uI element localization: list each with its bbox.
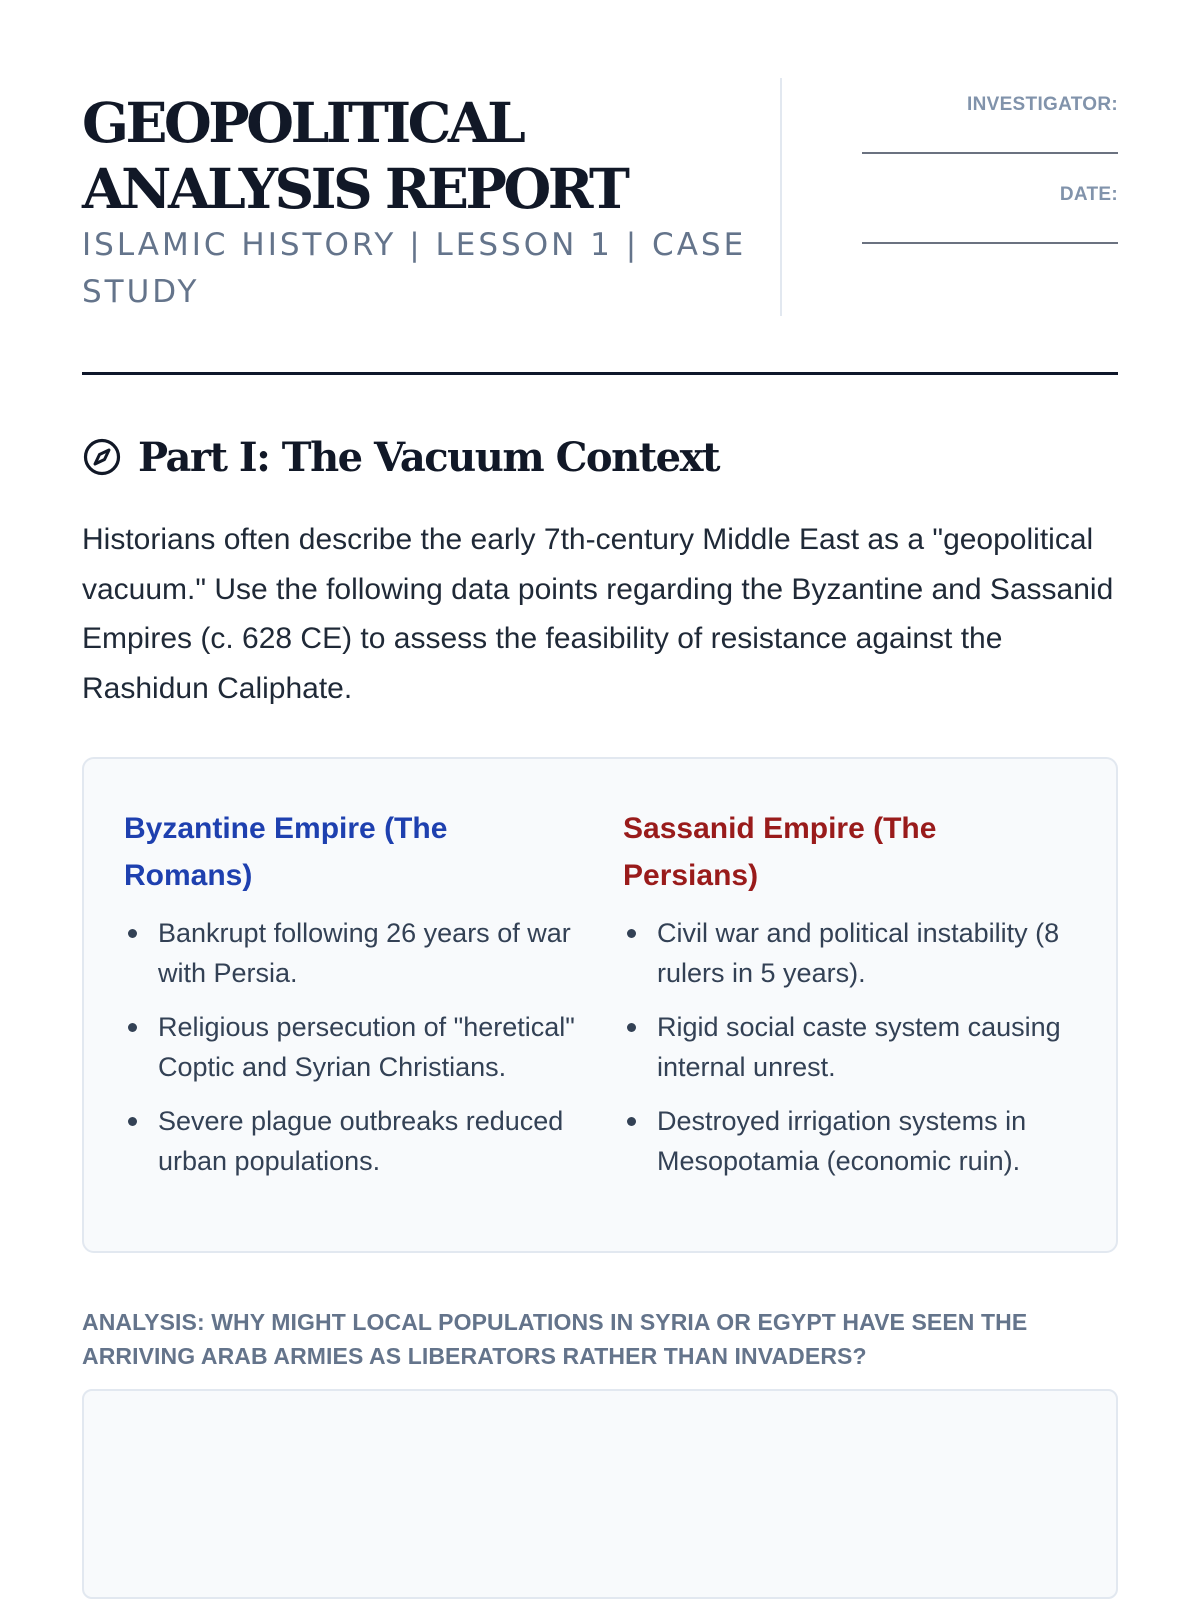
header-divider bbox=[82, 372, 1118, 375]
sassanid-list bbox=[623, 913, 1076, 1181]
title-block bbox=[82, 78, 782, 316]
investigator-field[interactable] bbox=[862, 152, 1118, 154]
list-item: Religious persecution of "heretical" Coptic and Syrian Christians. bbox=[124, 1007, 577, 1087]
byzantine-list bbox=[124, 913, 577, 1181]
byzantine-title: Byzantine Empire (The Romans) bbox=[124, 812, 448, 892]
date-label: DATE: bbox=[1059, 184, 1118, 205]
list-item: Severe plague outbreaks reduced urban populations. bbox=[124, 1101, 577, 1181]
part1-intro: Historians often describe the early 7th-century Middle East as a "geopolitical vacuum." Use the following data points regarding the Byzantine and Sassanid Empires (c. 628 CE) to assess the feasibility of resistance against the Rashidun Caliphate. bbox=[82, 523, 1114, 705]
byzantine-column bbox=[124, 805, 577, 1251]
sassanid-title: Sassanid Empire (The Persians) bbox=[623, 812, 937, 892]
analysis-answer-box[interactable] bbox=[82, 1389, 1118, 1599]
list-item: Destroyed irrigation systems in Mesopotamia (economic ruin). bbox=[623, 1101, 1076, 1181]
report-subtitle: ISLAMIC HISTORY | LESSON 1 | CASE STUDY bbox=[82, 227, 747, 310]
analysis-question: ANALYSIS: WHY MIGHT LOCAL POPULATIONS IN SYRIA OR EGYPT HAVE SEEN THE ARRIVING ARAB ARMIES AS LIBERATORS RATHER THAN INVADERS? bbox=[82, 1309, 1028, 1369]
date-field[interactable] bbox=[862, 242, 1118, 244]
report-header bbox=[82, 78, 1118, 348]
meta-block bbox=[858, 78, 1118, 274]
compass-icon bbox=[82, 437, 122, 477]
part1-heading: Part I: The Vacuum Context bbox=[138, 433, 719, 481]
part1-title-row bbox=[82, 433, 1118, 481]
list-item: Rigid social caste system causing internal unrest. bbox=[623, 1007, 1076, 1087]
sassanid-column bbox=[623, 805, 1076, 1251]
investigator-label: INVESTIGATOR: bbox=[967, 94, 1118, 115]
list-item: Civil war and political instability (8 rulers in 5 years). bbox=[623, 913, 1076, 993]
empire-comparison bbox=[82, 757, 1118, 1253]
list-item: Bankrupt following 26 years of war with Persia. bbox=[124, 913, 577, 993]
report-title: GEOPOLITICAL ANALYSIS REPORT bbox=[82, 90, 627, 221]
